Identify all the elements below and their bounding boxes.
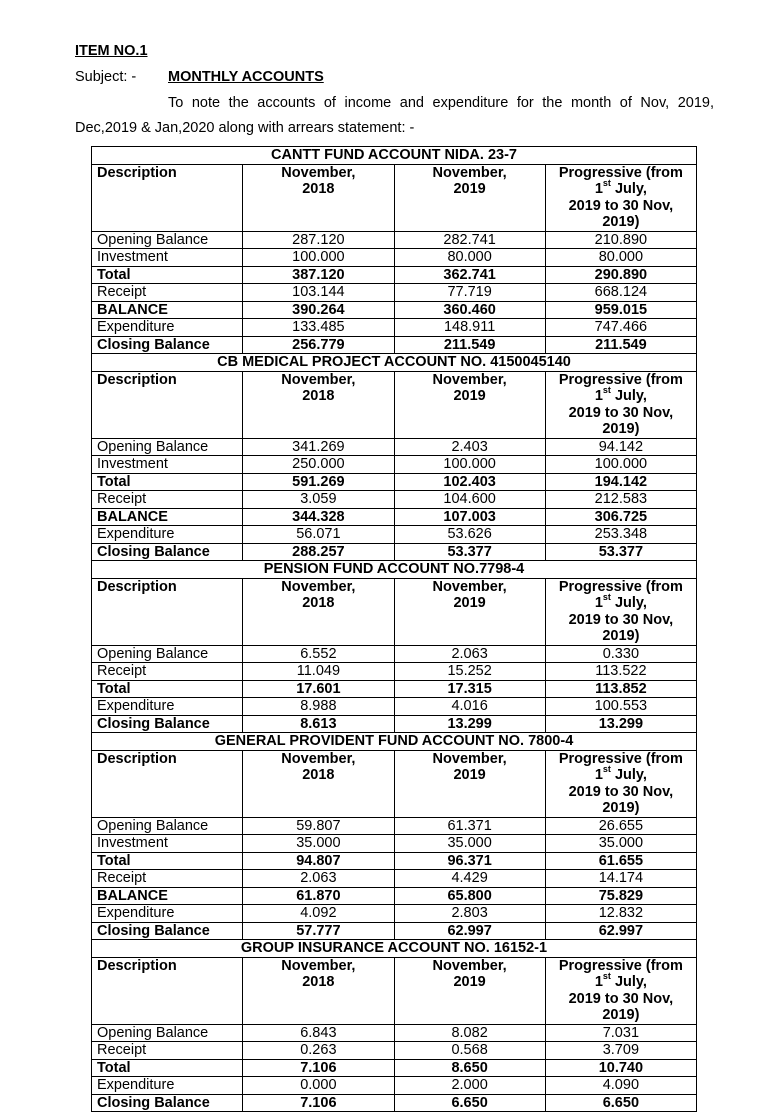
progressive-header-line2: 2019 to 30 Nov, 2019) [568, 990, 674, 1023]
row-label: BALANCE [92, 508, 243, 526]
value-nov-2019: 104.600 [394, 491, 545, 509]
value-nov-2019: 2.000 [394, 1077, 545, 1095]
value-progressive: 61.655 [545, 852, 696, 870]
row-label: Receipt [92, 491, 243, 509]
value-nov-2018: 341.269 [243, 438, 394, 456]
value-nov-2018: 133.485 [243, 319, 394, 337]
row-label: Expenditure [92, 1077, 243, 1095]
value-progressive: 53.377 [545, 543, 696, 561]
row-label: Total [92, 473, 243, 491]
value-nov-2019: 8.082 [394, 1024, 545, 1042]
value-nov-2018: 288.257 [243, 543, 394, 561]
value-nov-2018: 61.870 [243, 887, 394, 905]
nov-2018-header-line1: November, [281, 164, 356, 181]
table-row [92, 1042, 697, 1060]
nov-2018-header-line1: November, [281, 578, 356, 595]
value-progressive: 959.015 [545, 301, 696, 319]
nov-2018-header-line2: 2018 [302, 974, 335, 990]
column-header-row [92, 957, 697, 1024]
value-nov-2018: 59.807 [243, 817, 394, 835]
nov-2019-header-line2: 2019 [453, 767, 486, 783]
value-nov-2019: 6.650 [394, 1094, 545, 1112]
value-progressive: 35.000 [545, 835, 696, 853]
value-progressive: 100.553 [545, 698, 696, 716]
value-nov-2019: 282.741 [394, 231, 545, 249]
section-title-row [92, 354, 697, 372]
row-label: BALANCE [92, 887, 243, 905]
row-label: Opening Balance [92, 817, 243, 835]
nov-2019-header-line1: November, [432, 957, 507, 974]
table-row [92, 645, 697, 663]
value-nov-2018: 94.807 [243, 852, 394, 870]
value-progressive: 212.583 [545, 491, 696, 509]
value-nov-2018: 6.552 [243, 645, 394, 663]
progressive-header-part1: Progressive (from 1 [558, 750, 683, 783]
value-progressive: 13.299 [545, 715, 696, 733]
row-label: Opening Balance [92, 231, 243, 249]
table-row [92, 680, 697, 698]
row-label: Closing Balance [92, 922, 243, 940]
description-header: Description [92, 750, 243, 817]
row-label: Receipt [92, 1042, 243, 1060]
table-row [92, 438, 697, 456]
nov-2018-header-line1: November, [281, 750, 356, 767]
value-nov-2018: 56.071 [243, 526, 394, 544]
table-row [92, 301, 697, 319]
progressive-header [545, 578, 696, 645]
table-row [92, 336, 697, 354]
nov-2018-header-line2: 2018 [302, 595, 335, 611]
row-label: Closing Balance [92, 543, 243, 561]
progressive-header-part2: July, [610, 181, 647, 197]
progressive-header-part1: Progressive (from 1 [558, 578, 683, 611]
value-nov-2019: 17.315 [394, 680, 545, 698]
value-progressive: 306.725 [545, 508, 696, 526]
table-row [92, 835, 697, 853]
value-nov-2019: 77.719 [394, 284, 545, 302]
value-nov-2018: 287.120 [243, 231, 394, 249]
progressive-header [545, 164, 696, 231]
progressive-header-sup: st [602, 592, 611, 603]
value-nov-2019: 35.000 [394, 835, 545, 853]
progressive-header-part1: Progressive (from 1 [558, 371, 683, 404]
row-label: BALANCE [92, 301, 243, 319]
value-nov-2019: 2.403 [394, 438, 545, 456]
table-row [92, 922, 697, 940]
row-label: Total [92, 1059, 243, 1077]
section-title-row [92, 733, 697, 751]
value-nov-2019: 15.252 [394, 663, 545, 681]
nov-2019-header [394, 371, 545, 438]
value-progressive: 80.000 [545, 249, 696, 267]
value-nov-2018: 8.613 [243, 715, 394, 733]
value-progressive: 0.330 [545, 645, 696, 663]
value-progressive: 62.997 [545, 922, 696, 940]
value-nov-2018: 4.092 [243, 905, 394, 923]
table-row [92, 870, 697, 888]
value-nov-2019: 62.997 [394, 922, 545, 940]
value-progressive: 14.174 [545, 870, 696, 888]
nov-2019-header-line2: 2019 [453, 595, 486, 611]
progressive-header-part2: July, [610, 767, 647, 783]
row-label: Receipt [92, 284, 243, 302]
nov-2018-header-line2: 2018 [302, 181, 335, 197]
nov-2018-header [243, 578, 394, 645]
progressive-header-part1: Progressive (from 1 [558, 957, 683, 990]
column-header-row [92, 371, 697, 438]
value-nov-2018: 7.106 [243, 1059, 394, 1077]
row-label: Opening Balance [92, 1024, 243, 1042]
table-row [92, 663, 697, 681]
value-nov-2019: 100.000 [394, 456, 545, 474]
table-row [92, 698, 697, 716]
value-progressive: 747.466 [545, 319, 696, 337]
value-progressive: 4.090 [545, 1077, 696, 1095]
table-row [92, 1059, 697, 1077]
value-nov-2018: 0.263 [243, 1042, 394, 1060]
progressive-header-sup: st [602, 178, 611, 189]
value-nov-2019: 4.016 [394, 698, 545, 716]
row-label: Closing Balance [92, 715, 243, 733]
value-nov-2019: 362.741 [394, 266, 545, 284]
table-row [92, 508, 697, 526]
value-progressive: 10.740 [545, 1059, 696, 1077]
nov-2019-header-line2: 2019 [453, 974, 486, 990]
value-nov-2018: 591.269 [243, 473, 394, 491]
progressive-header [545, 750, 696, 817]
table-row [92, 473, 697, 491]
value-progressive: 75.829 [545, 887, 696, 905]
value-progressive: 668.124 [545, 284, 696, 302]
progressive-header-line2: 2019 to 30 Nov, 2019) [568, 611, 674, 644]
value-nov-2018: 100.000 [243, 249, 394, 267]
table-row [92, 1077, 697, 1095]
nov-2019-header [394, 957, 545, 1024]
value-nov-2018: 250.000 [243, 456, 394, 474]
table-row [92, 905, 697, 923]
row-label: Receipt [92, 663, 243, 681]
nov-2018-header-line1: November, [281, 957, 356, 974]
value-progressive: 94.142 [545, 438, 696, 456]
table-row [92, 456, 697, 474]
value-progressive: 253.348 [545, 526, 696, 544]
value-progressive: 290.890 [545, 266, 696, 284]
value-nov-2019: 4.429 [394, 870, 545, 888]
value-progressive: 3.709 [545, 1042, 696, 1060]
value-nov-2019: 8.650 [394, 1059, 545, 1077]
nov-2018-header [243, 957, 394, 1024]
table-row [92, 887, 697, 905]
nov-2019-header-line1: November, [432, 750, 507, 767]
description-header: Description [92, 164, 243, 231]
description-header: Description [92, 578, 243, 645]
section-title-row [92, 561, 697, 579]
table-row [92, 715, 697, 733]
table-row [92, 231, 697, 249]
nov-2019-header-line2: 2019 [453, 388, 486, 404]
row-label: Investment [92, 835, 243, 853]
value-progressive: 113.522 [545, 663, 696, 681]
value-nov-2018: 7.106 [243, 1094, 394, 1112]
value-nov-2019: 13.299 [394, 715, 545, 733]
progressive-header-part2: July, [610, 388, 647, 404]
table-row [92, 284, 697, 302]
value-nov-2018: 0.000 [243, 1077, 394, 1095]
progressive-header-sup: st [602, 971, 611, 982]
section-title: CANTT FUND ACCOUNT NIDA. 23-7 [92, 147, 697, 165]
table-row [92, 1024, 697, 1042]
section-title: GROUP INSURANCE ACCOUNT NO. 16152-1 [92, 940, 697, 958]
value-nov-2019: 2.063 [394, 645, 545, 663]
item-number: ITEM NO.1 [75, 43, 148, 59]
table-row [92, 817, 697, 835]
nov-2018-header [243, 164, 394, 231]
description-header: Description [92, 957, 243, 1024]
row-label: Expenditure [92, 526, 243, 544]
value-nov-2018: 11.049 [243, 663, 394, 681]
section-title-row [92, 147, 697, 165]
value-nov-2018: 3.059 [243, 491, 394, 509]
row-label: Opening Balance [92, 645, 243, 663]
nov-2019-header-line1: November, [432, 578, 507, 595]
nov-2018-header-line1: November, [281, 371, 356, 388]
subject-label: Subject: - [75, 69, 137, 85]
row-label: Investment [92, 249, 243, 267]
progressive-header-line2: 2019 to 30 Nov, 2019) [568, 197, 674, 230]
nov-2019-header [394, 164, 545, 231]
progressive-header-sup: st [602, 764, 611, 775]
value-nov-2019: 53.377 [394, 543, 545, 561]
subject-title: MONTHLY ACCOUNTS [168, 69, 324, 85]
value-progressive: 194.142 [545, 473, 696, 491]
intro-line-2: Dec,2019 & Jan,2020 along with arrears statement: - [75, 120, 415, 136]
nov-2019-header [394, 750, 545, 817]
column-header-row [92, 164, 697, 231]
nov-2018-header [243, 371, 394, 438]
table-row [92, 526, 697, 544]
row-label: Receipt [92, 870, 243, 888]
value-progressive: 113.852 [545, 680, 696, 698]
value-nov-2018: 17.601 [243, 680, 394, 698]
table-row [92, 266, 697, 284]
nov-2019-header-line1: November, [432, 164, 507, 181]
progressive-header-line2: 2019 to 30 Nov, 2019) [568, 404, 674, 437]
nov-2019-header-line1: November, [432, 371, 507, 388]
value-progressive: 6.650 [545, 1094, 696, 1112]
value-nov-2019: 2.803 [394, 905, 545, 923]
nov-2018-header [243, 750, 394, 817]
progressive-header [545, 371, 696, 438]
progressive-header-part1: Progressive (from 1 [558, 164, 683, 197]
value-nov-2019: 102.403 [394, 473, 545, 491]
section-title: PENSION FUND ACCOUNT NO.7798-4 [92, 561, 697, 579]
nov-2018-header-line2: 2018 [302, 767, 335, 783]
value-progressive: 26.655 [545, 817, 696, 835]
value-nov-2019: 61.371 [394, 817, 545, 835]
table-row [92, 852, 697, 870]
nov-2018-header-line2: 2018 [302, 388, 335, 404]
section-title-row [92, 940, 697, 958]
column-header-row [92, 578, 697, 645]
value-nov-2018: 256.779 [243, 336, 394, 354]
row-label: Expenditure [92, 698, 243, 716]
value-progressive: 12.832 [545, 905, 696, 923]
value-progressive: 100.000 [545, 456, 696, 474]
value-nov-2018: 387.120 [243, 266, 394, 284]
progressive-header-part2: July, [610, 595, 647, 611]
description-header: Description [92, 371, 243, 438]
nov-2019-header-line2: 2019 [453, 181, 486, 197]
row-label: Total [92, 680, 243, 698]
nov-2019-header [394, 578, 545, 645]
progressive-header-sup: st [602, 385, 611, 396]
row-label: Expenditure [92, 905, 243, 923]
table-row [92, 319, 697, 337]
row-label: Total [92, 266, 243, 284]
value-nov-2019: 53.626 [394, 526, 545, 544]
table-row [92, 249, 697, 267]
value-nov-2018: 103.144 [243, 284, 394, 302]
row-label: Opening Balance [92, 438, 243, 456]
table-row [92, 491, 697, 509]
value-nov-2018: 390.264 [243, 301, 394, 319]
value-nov-2019: 0.568 [394, 1042, 545, 1060]
table-row [92, 543, 697, 561]
section-title: CB MEDICAL PROJECT ACCOUNT NO. 4150045140 [92, 354, 697, 372]
table-row [92, 1094, 697, 1112]
intro-line-1: To note the accounts of income and expenditure for the month of Nov, 2019, [168, 95, 714, 111]
value-nov-2019: 80.000 [394, 249, 545, 267]
row-label: Closing Balance [92, 1094, 243, 1112]
value-progressive: 210.890 [545, 231, 696, 249]
progressive-header [545, 957, 696, 1024]
accounts-table [91, 146, 697, 1112]
value-nov-2019: 65.800 [394, 887, 545, 905]
row-label: Closing Balance [92, 336, 243, 354]
row-label: Total [92, 852, 243, 870]
value-nov-2018: 57.777 [243, 922, 394, 940]
progressive-header-line2: 2019 to 30 Nov, 2019) [568, 783, 674, 816]
row-label: Investment [92, 456, 243, 474]
section-title: GENERAL PROVIDENT FUND ACCOUNT NO. 7800-4 [92, 733, 697, 751]
value-nov-2019: 211.549 [394, 336, 545, 354]
column-header-row [92, 750, 697, 817]
value-nov-2019: 107.003 [394, 508, 545, 526]
value-nov-2018: 35.000 [243, 835, 394, 853]
value-nov-2018: 8.988 [243, 698, 394, 716]
value-nov-2019: 360.460 [394, 301, 545, 319]
progressive-header-part2: July, [610, 974, 647, 990]
value-nov-2019: 148.911 [394, 319, 545, 337]
value-progressive: 7.031 [545, 1024, 696, 1042]
value-progressive: 211.549 [545, 336, 696, 354]
value-nov-2019: 96.371 [394, 852, 545, 870]
value-nov-2018: 6.843 [243, 1024, 394, 1042]
row-label: Expenditure [92, 319, 243, 337]
value-nov-2018: 344.328 [243, 508, 394, 526]
value-nov-2018: 2.063 [243, 870, 394, 888]
